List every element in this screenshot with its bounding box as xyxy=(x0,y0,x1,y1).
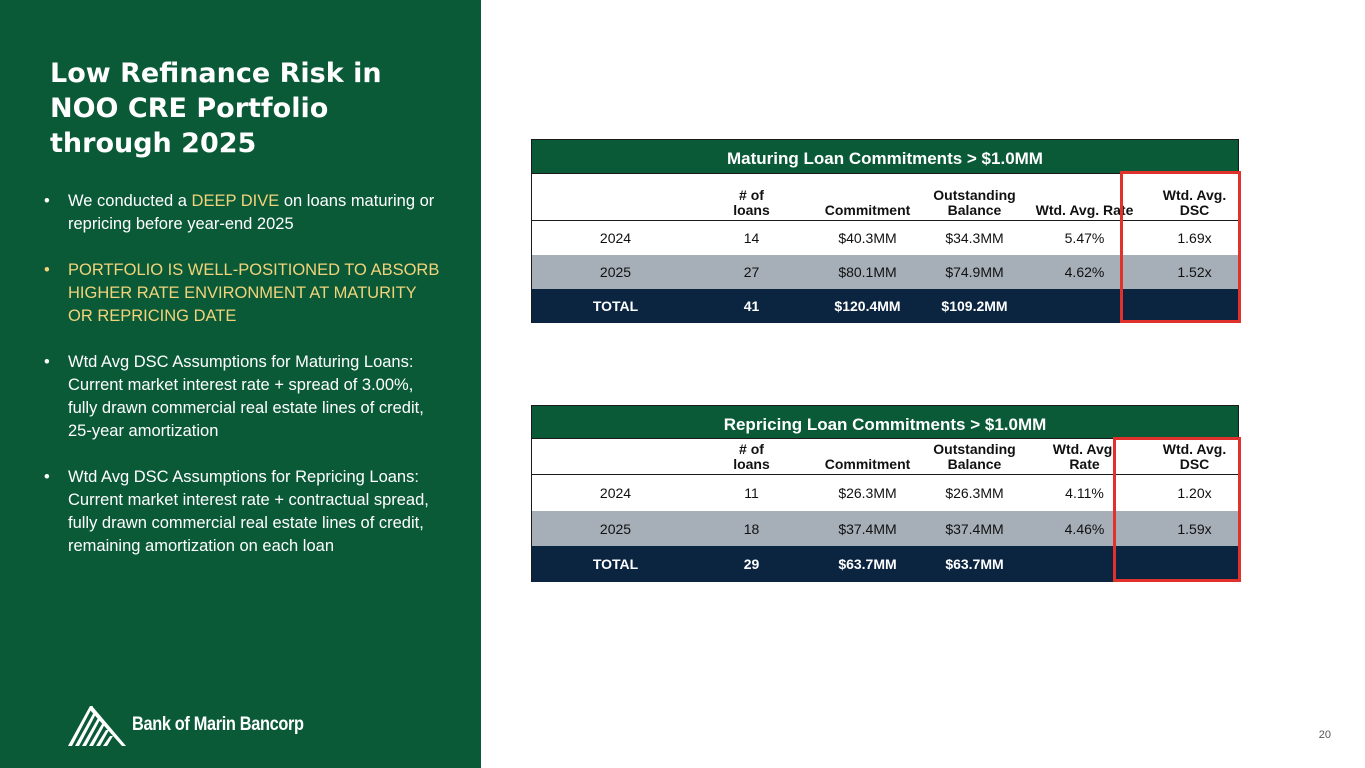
cell: $74.9MM xyxy=(945,264,1004,280)
cell: 2025 xyxy=(599,264,632,280)
header-cell xyxy=(532,439,699,474)
cell: $40.3MM xyxy=(838,230,897,246)
cell: $80.1MM xyxy=(838,264,897,280)
cell: TOTAL xyxy=(592,298,639,314)
deep-dive-highlight: DEEP DIVE xyxy=(191,192,280,210)
cell: 4.46% xyxy=(1064,520,1105,537)
bullet-well-positioned: • PORTFOLIO IS WELL-POSITIONED TO ABSORB HIGHER RATE ENVIRONMENT AT MATURITY OR REPRICING DATE xyxy=(44,261,440,325)
header-cell: Commitment xyxy=(824,456,911,472)
cell: $34.3MM xyxy=(945,230,1004,246)
cell: 2024 xyxy=(599,230,632,246)
cell: $120.4MM xyxy=(834,298,901,314)
header-cell: Wtd. Avg. Rate xyxy=(1052,441,1117,472)
bullet-dot: • xyxy=(44,353,50,371)
cell: 5.47% xyxy=(1064,230,1105,246)
left-panel xyxy=(0,0,481,768)
header-cell: Wtd. Avg. DSC xyxy=(1162,441,1227,472)
cell: 1.20x xyxy=(1177,485,1212,501)
page-number: 20 xyxy=(1318,729,1331,741)
cell: 1.59x xyxy=(1177,520,1212,537)
bullet-maturing-assumptions: • Wtd Avg DSC Assumptions for Maturing Loans: Current market interest rate + spread of 3.00%, fully drawn commercial real estate lines of credit, 25-year amortization xyxy=(44,353,424,440)
bullet-deep-dive: • We conducted a DEEP DIVE on loans maturing or repricing before year-end 2025 xyxy=(44,192,435,233)
bullet-dot: • xyxy=(44,468,50,486)
cell: 1.52x xyxy=(1177,264,1212,280)
table-title: Repricing Loan Commitments > $1.0MM xyxy=(532,406,1238,439)
cell: 1.69x xyxy=(1177,230,1212,246)
bullet-dot: • xyxy=(44,261,50,279)
cell: 2025 xyxy=(599,520,632,537)
header-cell: # of loans xyxy=(733,187,770,218)
cell: 18 xyxy=(743,520,760,537)
cell: 29 xyxy=(743,556,760,572)
cell: 2024 xyxy=(599,485,632,501)
dsc-callout-box-repricing xyxy=(1113,437,1241,582)
header-cell: Outstanding Balance xyxy=(933,187,1016,218)
cell: $37.4MM xyxy=(838,520,897,537)
header-cell: Outstanding Balance xyxy=(933,441,1016,472)
company-logo xyxy=(68,704,332,746)
cell: 11 xyxy=(744,485,759,501)
cell: 14 xyxy=(743,230,760,246)
cell: 41 xyxy=(743,298,760,314)
slide-title: Low Refinance Risk in NOO CRE Portfolio through 2025 xyxy=(50,58,382,159)
cell: $37.4MM xyxy=(945,520,1004,537)
header-cell: Commitment xyxy=(824,202,911,218)
cell: TOTAL xyxy=(592,556,639,572)
cell: $26.3MM xyxy=(838,485,897,501)
bullet-dot: • xyxy=(44,192,50,210)
cell: 4.11% xyxy=(1065,485,1104,501)
logo-text: Bank of Marin Bancorp xyxy=(132,714,304,735)
cell: 4.62% xyxy=(1064,264,1105,280)
header-cell: Wtd. Avg. Rate xyxy=(1035,202,1134,218)
logo-mountain-icon xyxy=(68,704,126,746)
cell: $109.2MM xyxy=(941,298,1008,314)
table-title: Maturing Loan Commitments > $1.0MM xyxy=(532,140,1238,174)
header-cell: # of loans xyxy=(733,441,770,472)
cell: $63.7MM xyxy=(838,556,897,572)
dsc-callout-box-maturing xyxy=(1120,171,1241,323)
bullet-repricing-assumptions: • Wtd Avg DSC Assumptions for Repricing Loans: Current market interest rate + contractual spread, fully drawn commercial real estate lines of credit, remaining amortization on each loan xyxy=(44,468,429,555)
header-cell xyxy=(532,174,699,220)
cell: $63.7MM xyxy=(945,556,1004,572)
cell: $26.3MM xyxy=(945,485,1004,501)
bullet-list xyxy=(44,190,444,581)
header-cell: Wtd. Avg. DSC xyxy=(1162,187,1227,218)
cell: 27 xyxy=(743,264,760,280)
